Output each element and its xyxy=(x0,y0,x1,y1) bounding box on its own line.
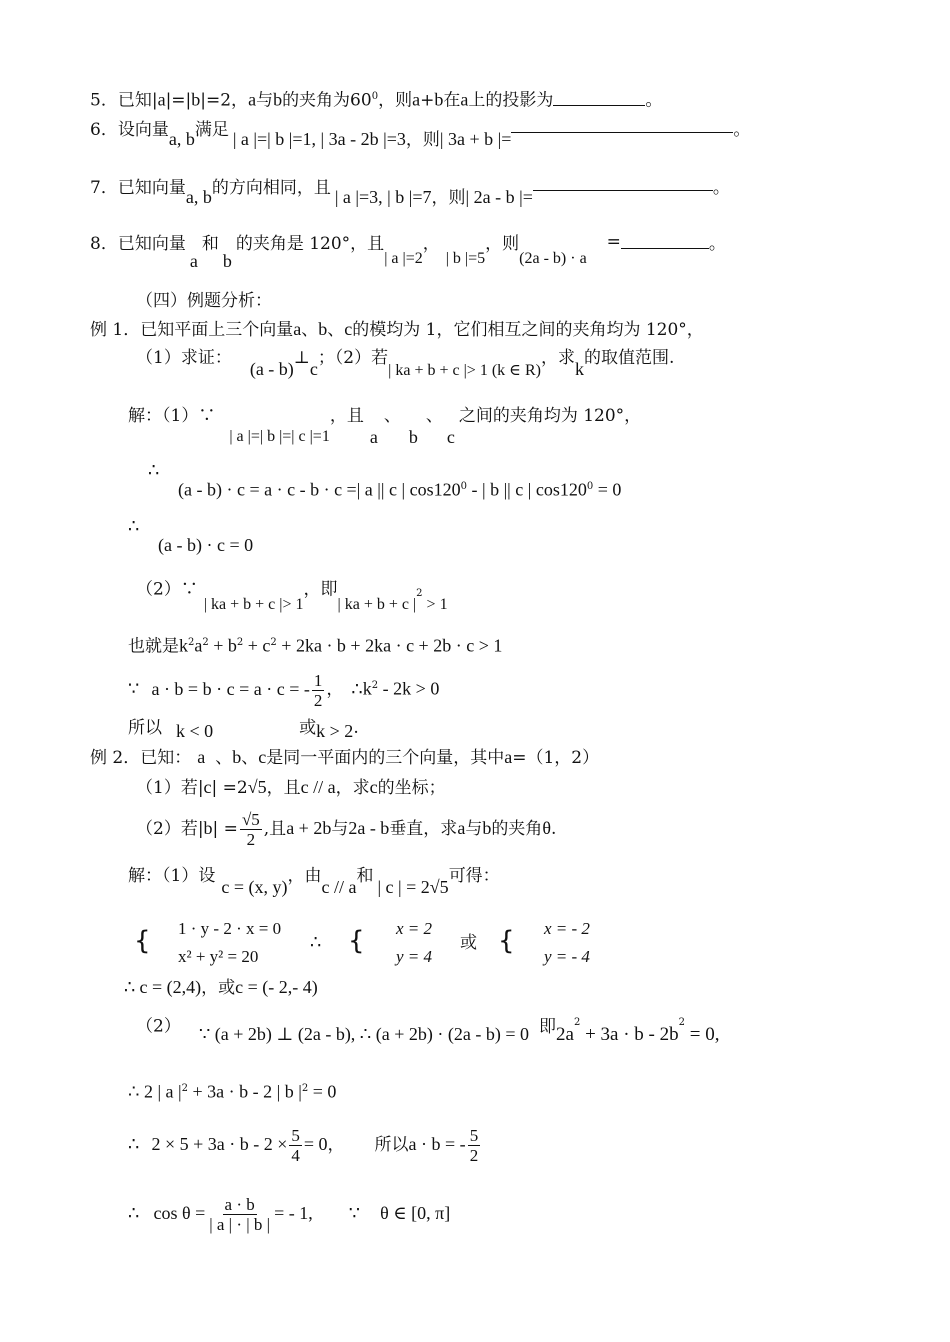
sol3-expr: c = (x, y) xyxy=(221,877,288,897)
sol2-expr: | ka + b + c |> 1 xyxy=(203,595,304,613)
q7-text: 的方向相同，且 xyxy=(211,178,331,198)
sol4-expr: a · b = - xyxy=(408,1134,466,1154)
sol4-exponent: 2 xyxy=(678,1017,686,1028)
q7-text: 已知向量 xyxy=(117,178,186,198)
q8-text: 的夹角是 120°，且 xyxy=(235,234,385,254)
sol4-expr: ∵ (a + 2b) ⊥ (2a - b), ∴ (a + 2b) · (2a - b) = 0 xyxy=(198,1023,530,1044)
solution-4-line-3 xyxy=(128,1122,482,1167)
ex2-q2-text: | = xyxy=(212,819,238,839)
ex2-vec: c xyxy=(258,747,267,767)
q8-condition: | b |=5 xyxy=(445,250,486,267)
left-brace-icon: { xyxy=(498,926,515,956)
ex2-q1-text: ，求 xyxy=(335,778,370,798)
sol4-expr: = - 1, xyxy=(274,1203,313,1223)
because-symbol: ∵ xyxy=(128,678,140,700)
q7-expression: | 2a - b |= xyxy=(465,187,533,207)
q5-text: 与 xyxy=(256,90,274,111)
sol4-expr: = 0, xyxy=(685,1023,720,1045)
q5-plus: + xyxy=(420,90,435,111)
ex2-q1-text: | =2 xyxy=(211,778,248,798)
solution-y-1: y = 4 xyxy=(396,947,433,966)
sol3-text: 可得： xyxy=(448,866,500,886)
fraction-numerator: 5 xyxy=(291,1126,300,1145)
ex1-vec: a xyxy=(293,319,302,339)
sol4-expr: 2a xyxy=(556,1023,574,1045)
fraction-denominator: 4 xyxy=(291,1146,300,1165)
sol2-exponent: 2 xyxy=(236,637,244,648)
or-text: 或 xyxy=(460,933,477,953)
ex1-vec: b xyxy=(318,319,328,339)
sol3-result: c = (- 2,- 4) xyxy=(235,977,318,997)
solution-1-line-2 xyxy=(148,460,159,482)
sol1-degree: 0 xyxy=(460,481,467,492)
ex2-q1-text: 的坐标； xyxy=(377,778,446,798)
sol3-text: ，或 xyxy=(201,978,236,998)
sol4-expr: = 0 xyxy=(303,1134,328,1154)
q7-number: 7． xyxy=(90,178,118,198)
q5-text: ，则 xyxy=(378,90,413,111)
because-symbol: ∵ xyxy=(348,1203,361,1224)
sol2-expr: + c xyxy=(243,635,271,656)
sol2-exponent: 2 xyxy=(188,637,195,648)
q8-text: 已知向量 xyxy=(117,234,186,254)
q5-text: 已知| xyxy=(117,90,158,111)
q8-text: 。 xyxy=(708,234,726,254)
ex1-q-condition: | ka + b + c |> 1 (k ∈ R) xyxy=(388,362,541,379)
q5-vec: b xyxy=(191,89,201,110)
sol3-expr: c // a xyxy=(321,877,357,897)
q5-vec: a xyxy=(248,89,257,110)
q7-text: 。 xyxy=(712,178,730,198)
solution-x-1: x = 2 xyxy=(396,919,433,938)
q6-text: ，则 xyxy=(405,130,440,150)
q5-vec: a xyxy=(157,89,166,110)
sol4-expr: cos θ = xyxy=(153,1203,206,1223)
sol1-text: 之间的夹角均为 120°， xyxy=(458,406,642,426)
sol4-fraction xyxy=(468,1126,481,1165)
q8-vec-b: b xyxy=(222,251,232,271)
sol2-text: ，即 xyxy=(303,579,338,600)
ex2-q2-text: 的夹角 xyxy=(491,819,543,839)
sol4-fraction xyxy=(207,1195,272,1234)
ex1-vec: c xyxy=(344,319,353,339)
ex2-sep: 、 xyxy=(215,748,233,768)
sol2-text: 也就是 xyxy=(128,636,179,657)
sol1-expr: (a - b) · c = a · c - b · c =| a || c | cos120 xyxy=(178,479,461,500)
solution-4-line-4 xyxy=(128,1188,450,1239)
solution-1-line-3-expr xyxy=(158,534,253,557)
sol4-exponent: 2 xyxy=(181,1083,189,1094)
ex1-text: 例 1．已知平面上三个向量 xyxy=(90,320,294,340)
q5-number: 5． xyxy=(90,90,118,111)
ex2-q2-vec: a xyxy=(457,818,466,838)
ex1-q-text: ，求 xyxy=(541,348,575,368)
ex2-text: 是同一平面内的三个向量，其中 xyxy=(266,748,505,768)
solution-2-line-2 xyxy=(128,632,502,658)
left-brace-icon: { xyxy=(348,926,365,956)
therefore-symbol: ∴ xyxy=(128,1134,140,1155)
solution-4-line-1 xyxy=(136,1012,720,1045)
sol4-expr: + 3a · b - 2b xyxy=(580,1023,679,1045)
sol2-expr: - 2k > 0 xyxy=(378,678,440,699)
q8-answer-blank[interactable] xyxy=(621,234,709,249)
ex2-q2-text: . xyxy=(550,819,557,839)
ex1-q-perp: ⊥ xyxy=(293,348,310,368)
ex2-q1-root: √5 xyxy=(247,777,267,797)
sol4-expr: ∴ 2 | a | xyxy=(128,1081,182,1102)
sol2-text: . xyxy=(353,718,359,738)
sol4-text: （2） xyxy=(136,1016,181,1037)
sol1-expr: | a |=| b |=| c |=1 xyxy=(229,428,330,445)
system-equation-2: x² + y² = 20 xyxy=(178,947,259,966)
sol1-text: 解：（1）∵ xyxy=(128,406,216,426)
solution-x-2: x = - 2 xyxy=(544,919,590,938)
solution-1-line-2-expr xyxy=(178,476,621,502)
fraction-denominator: 2 xyxy=(246,830,256,849)
q5-text: |=2， xyxy=(200,90,249,111)
q5-text: 。 xyxy=(645,90,663,111)
fraction-numerator: √5 xyxy=(241,810,260,829)
solution-3-line-1 xyxy=(128,864,500,897)
sol2-text: （2）∵ xyxy=(136,579,198,600)
q8-text: ， xyxy=(422,234,440,254)
therefore-symbol: ∴ xyxy=(310,932,322,953)
q5-vec: a xyxy=(412,89,421,110)
example-2 xyxy=(90,746,599,769)
sol2-expr: a xyxy=(194,635,203,656)
therefore-symbol: ∴ xyxy=(351,678,363,700)
q5-vec: a xyxy=(460,89,469,110)
question-7 xyxy=(90,176,730,208)
solution-2-line-3 xyxy=(128,666,439,710)
q6-vectors: a, b xyxy=(168,129,195,149)
sol2-expr: k xyxy=(362,678,372,699)
sol2-expr: k xyxy=(179,635,188,656)
solution-2-line-4 xyxy=(128,716,359,739)
ex2-q2-vec: b xyxy=(482,818,492,838)
sol1-expr: = 0 xyxy=(593,479,622,500)
ex2-q1-parallel: c // a xyxy=(300,777,336,797)
sol2-exponent: 2 xyxy=(202,637,209,648)
example-1 xyxy=(90,318,704,341)
sol1-vec: b xyxy=(408,427,418,447)
sol2-expr: k < 0 xyxy=(176,721,214,741)
fraction-denominator: | a | · | b | xyxy=(209,1215,271,1234)
sol1-degree: 0 xyxy=(586,481,594,492)
sol3-result: c = (2,4) xyxy=(139,977,202,997)
sol1-sep: 、 xyxy=(425,406,443,426)
q8-condition: | a |=2 xyxy=(384,250,423,267)
sol2-exponent: 2 xyxy=(416,588,423,599)
ex2-q2-fraction xyxy=(240,810,262,849)
q5-text: |=| xyxy=(165,90,192,111)
system-equation-1: 1 · y - 2 · x = 0 xyxy=(178,919,282,938)
sol3-text: 解：（1）设 xyxy=(128,866,216,886)
sol1-expr: - | b || c | cos120 xyxy=(466,479,587,500)
sol3-text: ，由 xyxy=(287,866,322,886)
example-1-questions xyxy=(136,346,675,379)
fraction-denominator: 2 xyxy=(469,1146,479,1165)
ex2-q1-text: （1）若| xyxy=(136,778,204,798)
sol4-fraction xyxy=(289,1126,302,1165)
sol4-text: ， xyxy=(327,1135,345,1155)
q8-number: 8． xyxy=(90,234,118,254)
ex1-q-var: k xyxy=(575,359,584,379)
ex1-text: 的模均为 1，它们相互之间的夹角均为 120°， xyxy=(352,320,704,340)
q6-number: 6． xyxy=(90,120,118,140)
sol2-expr: k > 2 xyxy=(316,721,354,741)
therefore-symbol: ∴ xyxy=(128,516,140,537)
fraction-numerator: 1 xyxy=(313,670,323,690)
q8-expression: (2a - b) · a xyxy=(519,250,587,267)
q5-vec: b xyxy=(273,89,283,110)
q7-text: ，则 xyxy=(431,188,466,208)
q5-text: 上的投影为 xyxy=(468,90,554,111)
solution-1-line-1 xyxy=(128,404,642,447)
ex2-q2-expr: a + 2b xyxy=(286,818,332,838)
left-brace-icon: { xyxy=(134,926,151,956)
ex1-q-text: （1）求证： xyxy=(136,348,232,368)
solution-1-line-3 xyxy=(128,516,139,538)
sol1-sep: 、 xyxy=(383,406,401,426)
ex2-q2-text: （2）若| xyxy=(136,819,204,839)
sol4-expr: = 0 xyxy=(308,1081,337,1102)
solution-y-2: y = - 4 xyxy=(544,947,590,966)
sol2-expr: + b xyxy=(208,635,237,656)
fraction-numerator: a · b xyxy=(224,1195,255,1214)
sol2-text: 或 xyxy=(299,718,317,738)
sol4-expr: + 3a · b - 2 | b | xyxy=(188,1081,302,1102)
q7-condition: | a |=3, | b |=7 xyxy=(334,187,432,207)
q8-text: ，则 xyxy=(485,234,520,254)
solution-2-line-1 xyxy=(136,575,448,613)
ex1-sep: 、 xyxy=(301,320,319,340)
sol2-exponent: 2 xyxy=(270,637,277,648)
q7-vectors: a, b xyxy=(185,187,212,207)
ex2-q2-text: 与 xyxy=(465,819,483,839)
sol4-expr: 2 × 5 + 3a · b - 2 × xyxy=(151,1134,288,1154)
fraction-numerator: 5 xyxy=(469,1126,479,1145)
sol4-expr: θ ∈ [0, π] xyxy=(380,1203,451,1223)
q7-answer-blank[interactable] xyxy=(533,176,713,191)
ex1-q-text: 的取值范围. xyxy=(584,348,675,368)
q6-answer-blank[interactable] xyxy=(511,118,733,133)
ex2-q1-vec: c xyxy=(369,777,378,797)
q6-expression: | 3a + b |= xyxy=(439,129,512,149)
question-8 xyxy=(90,232,726,271)
q5-answer-blank[interactable] xyxy=(553,91,645,106)
ex2-vec: b xyxy=(232,747,242,767)
sol2-expr: a · b = b · c = a · c = - xyxy=(151,678,310,699)
ex2-q2-expr: 2a - b xyxy=(348,818,390,838)
question-5 xyxy=(90,86,662,112)
ex2-q1-vec: c xyxy=(203,777,212,797)
therefore-symbol: ∴ xyxy=(128,1203,140,1224)
sol3-text: 和 xyxy=(356,866,374,886)
sol4-text: 所以 xyxy=(374,1135,409,1155)
q6-text: 满足 xyxy=(194,120,229,140)
ex1-q-expr: (a - b) xyxy=(249,359,294,379)
q5-text: 的夹角为60 xyxy=(282,90,372,111)
sol1-vec: c xyxy=(446,427,455,447)
ex1-q-vec: c xyxy=(309,359,318,379)
sol1-expr: (a - b) · c = 0 xyxy=(158,535,254,555)
q6-text: 。 xyxy=(733,120,751,140)
sol1-vec: a xyxy=(369,427,378,447)
q5-degree: 0 xyxy=(371,91,379,102)
ex2-q2-text: 与 xyxy=(331,819,349,839)
ex2-vec: a xyxy=(197,747,206,767)
ex2-q1-text: ，且 xyxy=(266,778,301,798)
ex2-vec: a xyxy=(504,747,513,767)
q6-condition: | a |=| b |=1, | 3a - 2b |=3 xyxy=(232,129,406,149)
sol3-expr: | c | = 2√5 xyxy=(377,877,449,897)
solution-3-result xyxy=(124,976,318,999)
q5-vec: b xyxy=(434,89,444,110)
sol2-expr: | ka + b + c | xyxy=(337,595,417,613)
ex2-q2-text: ,且 xyxy=(263,819,287,839)
sol2-exponent: 2 xyxy=(371,680,379,691)
q8-text: 和 xyxy=(201,234,219,254)
example-2-question-2 xyxy=(136,806,556,851)
sol2-text: ， xyxy=(326,679,344,700)
question-6 xyxy=(90,118,751,150)
sol2-expr: + 2ka · b + 2ka · c + 2b · c > 1 xyxy=(276,635,503,656)
solution-4-line-2 xyxy=(128,1078,336,1104)
sol4-text: 即 xyxy=(539,1016,557,1037)
fraction-denominator: 2 xyxy=(313,690,323,710)
ex1-sep: 、 xyxy=(327,320,345,340)
sol4-exponent: 2 xyxy=(301,1083,309,1094)
ex2-sep: 、 xyxy=(241,748,259,768)
ex1-q-text: ；（2）若 xyxy=(317,348,389,368)
ex2-q2-text: 垂直，求 xyxy=(389,819,458,839)
ex2-text: =（1，2） xyxy=(512,748,600,768)
ex2-text: 例 2．已知： xyxy=(90,748,192,768)
ex2-q2-theta: θ xyxy=(542,818,551,838)
q8-equals: = xyxy=(606,232,621,252)
ex2-q2-vec: b xyxy=(203,818,213,838)
q5-text: 在 xyxy=(443,90,461,111)
example-2-question-1 xyxy=(136,776,446,799)
q8-vec-a: a xyxy=(189,251,198,271)
sol1-text: ，且 xyxy=(329,406,364,426)
sol2-fraction xyxy=(312,671,325,710)
q6-text: 设向量 xyxy=(117,120,169,140)
therefore-symbol: ∴ xyxy=(124,977,136,998)
sol2-expr: > 1 xyxy=(422,595,448,613)
sol4-exponent: 2 xyxy=(573,1017,581,1028)
sol2-text: 所以 xyxy=(128,718,162,738)
section-heading: （四）例题分析： xyxy=(136,291,272,311)
therefore-symbol: ∴ xyxy=(148,460,160,481)
